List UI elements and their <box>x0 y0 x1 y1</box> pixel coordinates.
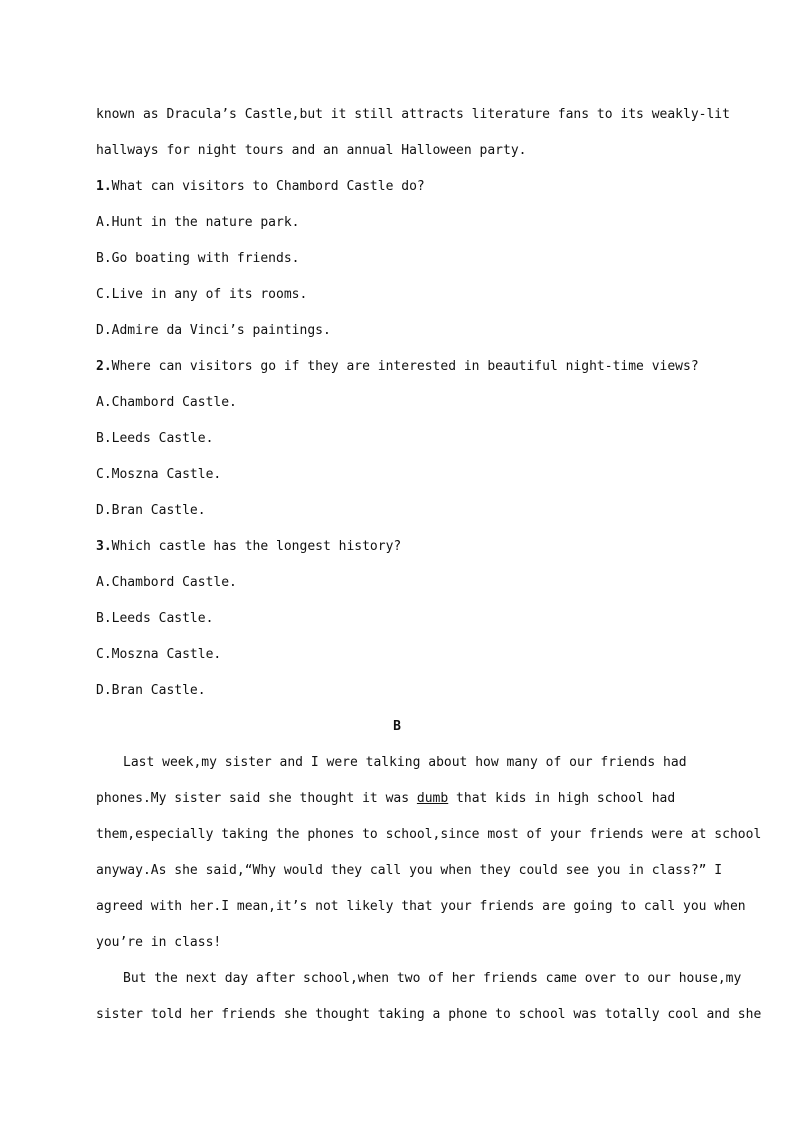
question-2-option-c: C.Moszna Castle. <box>96 467 222 482</box>
question-number: 3. <box>96 539 112 554</box>
section-heading: B <box>393 719 401 734</box>
question-1 <box>96 177 696 197</box>
text-run: phones.My sister said she thought it was <box>96 791 417 806</box>
question-1-option-c: C.Live in any of its rooms. <box>96 287 308 302</box>
question-stem: Which castle has the longest history? <box>111 539 402 554</box>
passage-line: hallways for night tours and an annual Halloween party. <box>96 143 527 158</box>
question-3-option-d: D.Bran Castle. <box>96 683 206 698</box>
question-2-option-d: D.Bran Castle. <box>96 503 206 518</box>
passage-line: But the next day after school,when two of her friends came over to our house,my <box>123 971 742 986</box>
underlined-word: dumb <box>416 791 449 806</box>
question-1-option-a: A.Hunt in the nature park. <box>96 215 300 230</box>
passage-line: Last week,my sister and I were talking about how many of our friends had <box>123 755 687 770</box>
question-2-option-a: A.Chambord Castle. <box>96 395 237 410</box>
passage-line <box>96 789 696 809</box>
question-3 <box>96 537 696 557</box>
passage-line: them,especially taking the phones to school,since most of your friends were at school <box>96 827 762 842</box>
question-2-option-b: B.Leeds Castle. <box>96 431 214 446</box>
question-3-option-c: C.Moszna Castle. <box>96 647 222 662</box>
passage-line: sister told her friends she thought taking a phone to school was totally cool and she <box>96 1007 762 1022</box>
question-2 <box>96 357 699 377</box>
passage-line: agreed with her.I mean,it’s not likely that your friends are going to call you when <box>96 899 746 914</box>
passage-line: anyway.As she said,“Why would they call you when they could see you in class?” I <box>96 863 723 878</box>
question-stem: Where can visitors go if they are interested in beautiful night-time views? <box>111 359 699 374</box>
question-3-option-b: B.Leeds Castle. <box>96 611 214 626</box>
passage-line: known as Dracula’s Castle,but it still attracts literature fans to its weakly-lit <box>96 107 730 122</box>
question-number: 2. <box>96 359 112 374</box>
question-1-option-b: B.Go boating with friends. <box>96 251 300 266</box>
text-run: that kids in high school had <box>448 791 676 806</box>
question-number: 1. <box>96 179 112 194</box>
question-3-option-a: A.Chambord Castle. <box>96 575 237 590</box>
question-1-option-d: D.Admire da Vinci’s paintings. <box>96 323 331 338</box>
question-stem: What can visitors to Chambord Castle do? <box>111 179 425 194</box>
passage-line: you’re in class! <box>96 935 222 950</box>
